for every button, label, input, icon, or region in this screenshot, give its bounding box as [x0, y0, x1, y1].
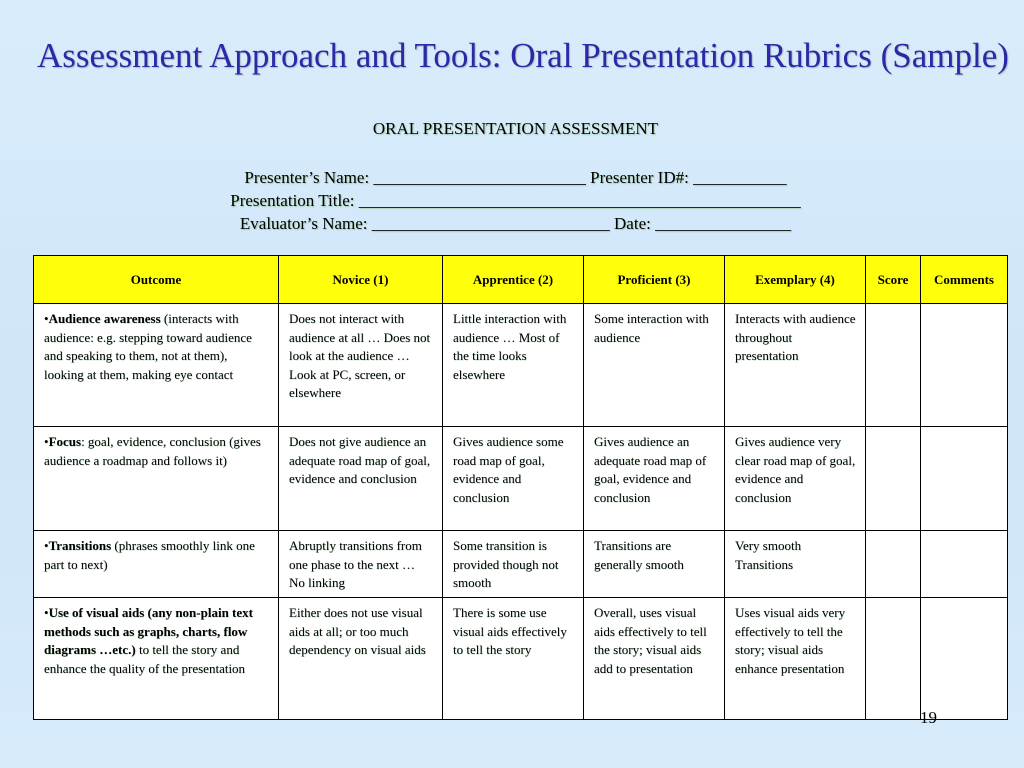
evaluator-name-field: Evaluator’s Name: ____________________________ Date: ________________ [239, 214, 792, 233]
proficient-cell: Gives audience an adequate road map of goal, evidence and conclusion [584, 427, 725, 531]
outcome-description: (interacts with audience: e.g. stepping toward audience and speaking to them, not at them), looking at them, making eye contact [44, 311, 252, 382]
proficient-cell: Overall, uses visual aids effectively to tell the story; visual aids add to presentation [584, 598, 725, 720]
table-row [34, 531, 1008, 598]
comments-cell[interactable] [921, 427, 1008, 531]
bullet: • [44, 434, 49, 449]
bullet: • [44, 538, 49, 553]
outcome-cell [34, 427, 279, 531]
comments-cell[interactable] [921, 304, 1008, 427]
apprentice-cell: Gives audience some road map of goal, evidence and conclusion [443, 427, 584, 531]
presentation-title-field: Presentation Title: ____________________________________________________ [230, 191, 801, 210]
proficient-cell: Some interaction with audience [584, 304, 725, 427]
outcome-name: Transitions [48, 538, 112, 553]
header-comments: Comments [921, 256, 1008, 304]
bullet: • [44, 605, 49, 620]
header-proficient: Proficient (3) [584, 256, 725, 304]
outcome-cell [34, 531, 279, 598]
outcome-description: to tell the story and enhance the quality of the presentation [44, 642, 246, 676]
score-cell[interactable] [866, 427, 921, 531]
exemplary-cell: Very smooth Transitions [725, 531, 866, 598]
comments-cell[interactable] [921, 598, 1008, 720]
header-outcome: Outcome [34, 256, 279, 304]
presenter-name-field: Presenter’s Name: _________________________ Presenter ID#: ___________ [244, 168, 787, 187]
novice-cell: Does not give audience an adequate road map of goal, evidence and conclusion [279, 427, 443, 531]
table-row [34, 304, 1008, 427]
outcome-description: : goal, evidence, conclusion (gives audience a roadmap and follows it) [44, 434, 261, 468]
outcome-name: Focus [48, 434, 82, 449]
header-exemplary: Exemplary (4) [725, 256, 866, 304]
novice-cell: Does not interact with audience at all … Does not look at the audience … Look at PC, screen, or elsewhere [279, 304, 443, 427]
form-heading: ORAL PRESENTATION ASSESSMENT [372, 119, 659, 138]
table-row [34, 427, 1008, 531]
header-novice: Novice (1) [279, 256, 443, 304]
novice-cell: Abruptly transitions from one phase to the next … No linking [279, 531, 443, 598]
score-cell[interactable] [866, 304, 921, 427]
exemplary-cell: Uses visual aids very effectively to tell the story; visual aids enhance presentation [725, 598, 866, 720]
header-apprentice: Apprentice (2) [443, 256, 584, 304]
bullet: • [44, 311, 49, 326]
table-header-row [34, 256, 1008, 304]
exemplary-cell: Gives audience very clear road map of goal, evidence and conclusion [725, 427, 866, 531]
outcome-name: Audience awareness [48, 311, 161, 326]
comments-cell[interactable] [921, 531, 1008, 598]
apprentice-cell: There is some use visual aids effectively to tell the story [443, 598, 584, 720]
apprentice-cell: Little interaction with audience … Most of the time looks elsewhere [443, 304, 584, 427]
proficient-cell: Transitions are generally smooth [584, 531, 725, 598]
outcome-cell [34, 304, 279, 427]
score-cell[interactable] [866, 598, 921, 720]
exemplary-cell: Interacts with audience throughout presentation [725, 304, 866, 427]
rubric-table [33, 255, 1008, 720]
novice-cell: Either does not use visual aids at all; or too much dependency on visual aids [279, 598, 443, 720]
outcome-cell [34, 598, 279, 720]
outcome-name: Use of visual aids (any non-plain text methods such as graphs, charts, flow diagrams …etc.) [44, 605, 253, 658]
apprentice-cell: Some transition is provided though not smooth [443, 531, 584, 598]
slide-title: Assessment Approach and Tools: Oral Presentation Rubrics (Sample) [37, 36, 1009, 75]
score-cell[interactable] [866, 531, 921, 598]
page-number: 19 [920, 708, 937, 727]
header-score: Score [866, 256, 921, 304]
table-row [34, 598, 1008, 720]
outcome-description: (phrases smoothly link one part to next) [44, 538, 255, 572]
